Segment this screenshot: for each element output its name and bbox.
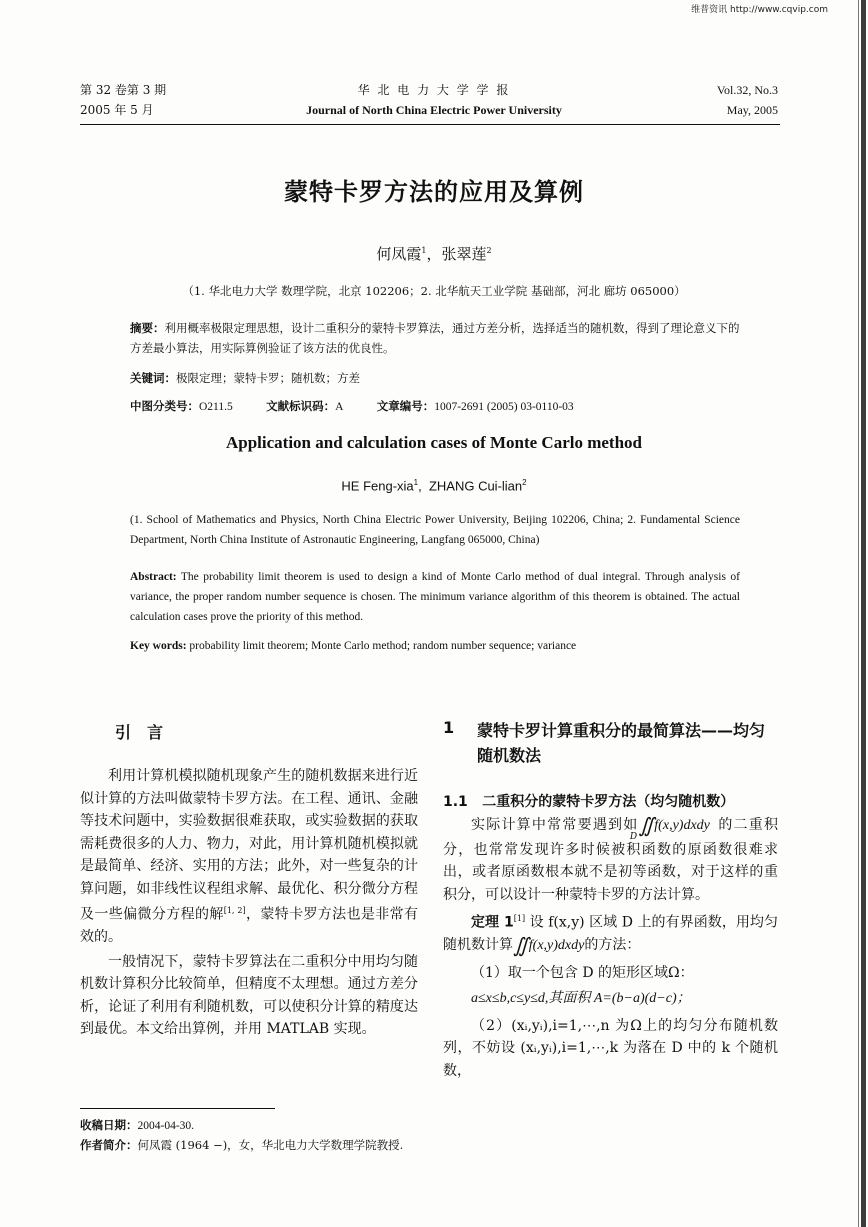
clc-label: 中图分类号： <box>130 399 199 413</box>
theorem-label: 定理 1 <box>471 914 514 931</box>
bio-value: 何凤霞 (1964 −)，女，华北电力大学数理学院教授. <box>137 1138 404 1152</box>
integrand-2: f(x,y)dxdy <box>528 938 585 954</box>
abstract-en-label: Abstract: <box>130 571 177 583</box>
author-en-sep: , <box>418 478 429 494</box>
header-vol-en: Vol.32, No.3 <box>716 83 778 97</box>
intro-heading-text: 引 言 <box>115 723 164 742</box>
theorem-ref: [1] <box>513 914 526 923</box>
doc-code-value: A <box>335 401 344 413</box>
integrand: f(x,y)dxdy <box>654 818 710 833</box>
theorem-text-b: 的方法： <box>584 937 641 954</box>
author-2-mark: 2 <box>486 246 492 255</box>
header-journal-cn: 华 北 电 力 大 学 学 报 <box>357 83 511 97</box>
section-1-body <box>443 814 778 1082</box>
theorem-1 <box>443 908 778 958</box>
author-2: 张翠莲 <box>441 245 487 263</box>
section-1-heading <box>443 718 778 768</box>
watermark: 维普资讯 http://www.cqvip.com <box>691 5 828 15</box>
abstract-en-text: The probability limit theorem is used to design a kind of Monte Carlo method of dual integral. Through analysis of variance, the proper random number sequence is chosen. The minimum variance algorithm of this theorem is obtained. The actual calculation cases prove the priority of this method. <box>130 571 740 623</box>
authors-en <box>0 478 868 493</box>
author-en-1: HE Feng-xia <box>341 478 414 494</box>
integral-domain: D <box>629 832 638 842</box>
footnote-bio <box>80 1136 403 1155</box>
affiliation-en: (1. School of Mathematics and Physics, North China Electric Power University, Beijing 102206, China; 2. Fundamental Science Department, North China Institute of Astronautic Engineering, Langfang 065000, China) <box>130 514 740 546</box>
step-1-math: a≤x≤b,c≤y≤d,其面积 A=(b−a)(d−c)； <box>471 991 691 1007</box>
header-date-cn: 2005 年 5 月 <box>80 103 154 117</box>
footnote-received <box>80 1116 194 1136</box>
author-1: 何凤霞 <box>376 245 422 263</box>
subsection-number: 1.1 <box>443 794 468 810</box>
author-en-2: ZHANG Cui-lian <box>428 478 523 494</box>
subsection-title: 二重积分的蒙特卡罗方法（均匀随机数） <box>482 794 735 810</box>
header-journal-en: Journal of North China Electric Power University <box>306 103 562 117</box>
subsection-1-1-heading <box>443 791 778 811</box>
page-title-cn: 蒙特卡罗方法的应用及算例 <box>284 178 584 206</box>
author-en-2-mark: 2 <box>522 478 527 487</box>
page-title-en: Application and calculation cases of Monte Carlo method <box>225 433 643 452</box>
abstract-cn <box>130 318 740 358</box>
received-label: 收稿日期： <box>80 1118 138 1132</box>
header-volume: 第 32 卷第 3 期 <box>80 83 167 97</box>
double-integral-sign: ∬ <box>638 815 655 837</box>
affiliation-cn: （1. 华北电力大学 数理学院，北京 102206；2. 北华航天工业学院 基础部，河北 廊坊 065000） <box>182 284 686 298</box>
s1-p1-a: 实际计算中常常要遇到如 <box>471 817 639 833</box>
step-2: （2）(xᵢ,yᵢ),i=1,⋯,n 为Ω上的均匀分布随机数列，不妨设 (xᵢ,yᵢ),i=1,⋯,k 为落在 D 中的 k 个随机数， <box>443 1017 778 1079</box>
intro-paragraph-2: 一般情况下，蒙特卡罗算法在二重积分中用均匀随机数计算积分比较简单，但精度不太理想。通过方差分析，论证了利用有利随机数，可以使积分计算的精度达到最优。本文给出算例，并用 MATLAB 实现。 <box>80 953 418 1038</box>
header-rule <box>80 124 780 125</box>
author-sep: ， <box>426 245 442 263</box>
doc-code-label: 文献标识码： <box>266 399 336 413</box>
classification <box>130 396 740 417</box>
keywords-en-label: Key words: <box>130 640 187 652</box>
intro-p1-text: 利用计算机模拟随机现象产生的随机数据来进行近似计算的方法叫做蒙特卡罗方法。在工程、通讯、金融等技术问题中，实验数据很难获取，或实验数据的获取需耗费很多的人力、物力，对此，用计算机随机模拟就是最简单、经济、实用的方法；此外，对一些复杂的计算问题，如非线性议程组求解、最优化、积分微分方程及一些偏微分方程的解 <box>80 768 418 923</box>
footnote-rule <box>80 1108 275 1109</box>
section-1-number: 1 <box>443 718 455 737</box>
received-value: 2004-04-30. <box>137 1120 195 1132</box>
intro-p1-end: ，蒙特卡罗方法也是非常有效的。 <box>80 906 419 946</box>
abstract-cn-label: 摘要： <box>130 321 165 335</box>
header-right <box>717 80 778 120</box>
section-1-paragraph-1 <box>443 814 778 906</box>
intro-heading <box>115 720 163 743</box>
author-en-1-mark: 1 <box>413 478 419 487</box>
keywords-cn-text: 极限定理；蒙特卡罗；随机数；方差 <box>176 371 360 385</box>
author-1-mark: 1 <box>421 246 427 255</box>
article-no-label: 文章编号： <box>376 399 435 413</box>
article-no-value: 1007-2691 (2005) 03-0110-03 <box>434 401 574 413</box>
header-date-en: May, 2005 <box>726 103 778 117</box>
s1-p1-b: 的二重积分，也常常发现许多时候被积函数的原函数很难求出，或者原函数根本就不是初等函数，对于这样的重积分，可以设计一种蒙特卡罗的方法计算。 <box>443 817 779 903</box>
abstract-en <box>130 567 740 627</box>
intro-column <box>80 765 418 1041</box>
keywords-cn <box>130 368 740 388</box>
abstract-cn-text: 利用概率极限定理思想，设计二重积分的蒙特卡罗算法，通过方差分析，选择适当的随机数，得到了理论意义下的方差最小算法，用实际算例验证了该方法的优良性。 <box>130 321 740 355</box>
keywords-en <box>130 636 740 656</box>
section-1-title: 蒙特卡罗计算重积分的最简算法——均匀随机数法 <box>477 721 766 765</box>
double-integral-sign-2: ∬ <box>513 935 529 958</box>
theorem-text-a: 设 f(x,y) 区域 D 上的有界函数，用均匀随机数计算 <box>443 914 778 954</box>
intro-paragraph-1 <box>80 765 418 949</box>
bio-label: 作者简介： <box>80 1138 138 1152</box>
authors-cn <box>0 243 868 264</box>
clc-value: O211.5 <box>199 401 233 413</box>
keywords-en-text: probability limit theorem; Monte Carlo method; random number sequence; variance <box>189 640 577 652</box>
intro-ref: [1, 2] <box>223 906 246 915</box>
keywords-cn-label: 关键词： <box>130 371 176 385</box>
step-1: （1）取一个包含 D 的矩形区域Ω： <box>471 964 694 981</box>
